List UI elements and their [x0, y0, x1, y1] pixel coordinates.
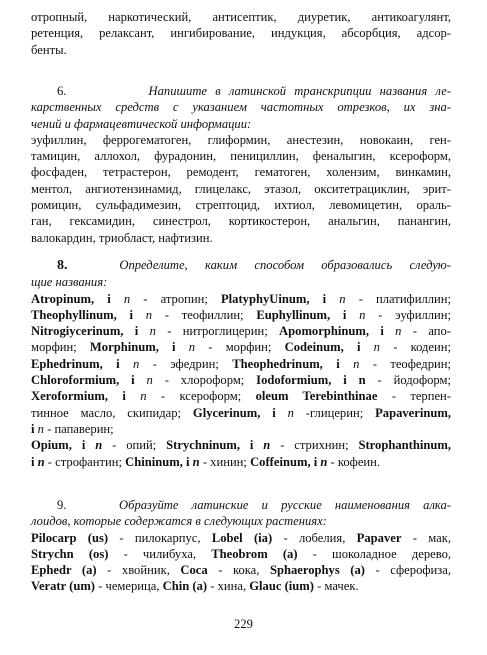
- text-run: - морфин;: [195, 340, 285, 355]
- text-run: - кодеин;: [379, 340, 451, 355]
- latin-term: Xeroformium, i: [31, 389, 126, 404]
- latin-term: n: [317, 454, 328, 469]
- task-6: [31, 83, 451, 246]
- text-run: - хина,: [207, 579, 250, 594]
- task-6-heading-line: [31, 116, 451, 132]
- latin-term: Morphinum, i: [89, 340, 176, 355]
- text-run: - атропин;: [130, 291, 221, 306]
- text-run: - ксероформ;: [146, 389, 256, 404]
- intro-line: бенты.: [31, 42, 67, 57]
- text-run: - кока,: [207, 563, 270, 578]
- task-8-heading-line: [31, 257, 451, 274]
- latin-term: Glauc (ium): [249, 579, 314, 594]
- text-run: n: [346, 307, 366, 322]
- text-run: - пилокарпус,: [108, 530, 212, 545]
- text-run: - терпен-: [377, 389, 451, 404]
- latin-term: Theobrom (a): [211, 546, 298, 561]
- task-8-line: [31, 388, 451, 404]
- text-run: - эуфиллин;: [365, 307, 451, 322]
- task-8-number: 8.: [57, 258, 68, 273]
- latin-term: Theophyllinum, i: [31, 307, 133, 322]
- latin-term: oleum Terebinthinae: [255, 389, 378, 404]
- task-8-line: [31, 421, 451, 437]
- latin-term: i: [31, 421, 35, 436]
- text-run: - опий;: [102, 438, 167, 453]
- latin-term: Ephedr (a): [31, 563, 97, 578]
- text-run: n: [175, 340, 196, 355]
- latin-term: Chloroformium, i: [31, 373, 135, 388]
- latin-term: Strychn (os): [31, 546, 109, 561]
- latin-term: Chin (a): [162, 579, 208, 594]
- task-8-line: [31, 454, 451, 470]
- task-8-line: [31, 323, 451, 339]
- task-8-name-list: [31, 291, 451, 470]
- latin-term: Opium, i: [31, 438, 86, 453]
- task-8-line: [31, 291, 451, 307]
- task-8-line: [31, 437, 451, 453]
- text-run: n: [110, 291, 131, 306]
- task-8-line: [31, 339, 451, 355]
- task-6-body-line: ментол, ангиотензинамид, глицелакс, этазол, окситетрациклин, эрит-: [31, 181, 451, 196]
- text-run: - папаверин;: [43, 421, 114, 436]
- text-run: n: [275, 405, 294, 420]
- task-6-heading-text: чений и фармацевтической информации:: [31, 116, 252, 131]
- task-6-body-line: валокардин, триобласт, нафтизин.: [31, 230, 213, 245]
- task-8-heading-line: [31, 274, 451, 290]
- text-run: n: [339, 356, 360, 371]
- latin-term: Nitrogiycerinum, i: [31, 324, 139, 339]
- task-9-heading-line: [31, 513, 451, 529]
- latin-term: Coca: [180, 563, 208, 578]
- intro-paragraph: [31, 9, 451, 58]
- task-8: [31, 257, 451, 470]
- text-run: - апо-: [401, 324, 451, 339]
- text-run: - хлороформ;: [152, 373, 257, 388]
- text-run: - нитроглицерин;: [155, 324, 280, 339]
- task-8-heading-text: Определите, каким способом образовались следую-: [119, 258, 451, 272]
- latin-term: Strophanthinum,: [358, 438, 451, 453]
- text-run: - кофеин.: [327, 454, 381, 469]
- intro-line: ретенция, релаксант, ингибирование, индукция, абсорбция, адсор-: [31, 26, 451, 41]
- text-run: - чилибуха,: [108, 546, 212, 561]
- text-run: n: [326, 291, 346, 306]
- text-run: тинное масло, скипидар;: [31, 405, 193, 420]
- latin-term: Apomorphinum, i: [279, 324, 384, 339]
- task-9-plant-list: [31, 530, 451, 595]
- text-run: n: [134, 373, 153, 388]
- task-6-body-line: ган, гексамидин, синестрол, кортикостерон, анальгин, панангин,: [31, 214, 451, 229]
- task-8-heading-text: щие названия:: [31, 275, 108, 290]
- task-8-line: [31, 372, 451, 388]
- latin-term: n: [189, 454, 200, 469]
- task-9-heading-text: Образуйте латинские и русские наименования алка-: [119, 498, 452, 512]
- task-9-heading-text: лоидов, которые содержатся в следующих растениях:: [31, 514, 327, 529]
- latin-term: Veratr (um): [31, 579, 96, 594]
- latin-term: Theophedrinum, i: [232, 356, 340, 371]
- latin-term: Glycerinum, i: [192, 405, 276, 420]
- text-run: - йодоформ;: [365, 373, 451, 388]
- task-6-heading-line: [31, 99, 451, 115]
- latin-term: n: [34, 454, 45, 469]
- latin-term: Euphyllinum, i: [256, 307, 347, 322]
- text-run: n: [383, 324, 402, 339]
- text-run: - строфантин;: [44, 454, 126, 469]
- latin-term: n: [253, 438, 271, 453]
- latin-term: Pilocarp (us): [31, 530, 109, 545]
- latin-term: Atropinum, i: [31, 291, 111, 306]
- text-run: n: [34, 421, 44, 436]
- task-6-number: 6.: [57, 84, 67, 98]
- text-run: - хвойник,: [96, 563, 181, 578]
- text-run: - сферофиза,: [364, 563, 451, 578]
- latin-term: PlatyphyUinum, i: [220, 291, 327, 306]
- task-8-line: [31, 307, 451, 323]
- text-run: - чемерица,: [95, 579, 163, 594]
- latin-term: Lobel (ia): [211, 530, 273, 545]
- text-run: n: [138, 324, 156, 339]
- task-9-line: [31, 562, 451, 578]
- text-run: n: [132, 307, 153, 322]
- task-6-body-line: эуфиллин, феррогематоген, глиформин, анестезин, новокаин, ген-: [31, 132, 451, 147]
- text-run: n: [119, 356, 140, 371]
- task-9: [31, 497, 451, 595]
- text-run: - эфедрин;: [139, 356, 233, 371]
- latin-term: Coffeinum, i: [250, 454, 318, 469]
- task-6-heading-text: карственных средств с указанием частотных отрезков, их зна-: [31, 100, 451, 115]
- task-9-line: [31, 530, 451, 546]
- latin-term: n: [85, 438, 103, 453]
- latin-term: Ephedrinum, i: [31, 356, 120, 371]
- text-run: - лобелия,: [272, 530, 357, 545]
- task-9-line: [31, 546, 451, 562]
- text-run: - мачек.: [313, 579, 359, 594]
- latin-term: Papaverinum,: [375, 405, 451, 420]
- text-run: - платифиллин;: [345, 291, 452, 306]
- task-6-heading-line: [31, 83, 451, 99]
- text-run: - теофиллин;: [152, 307, 257, 322]
- task-9-line: [31, 578, 451, 594]
- text-run: n: [360, 340, 380, 355]
- text-run: - стрихнин;: [270, 438, 359, 453]
- latin-term: i: [31, 454, 35, 469]
- task-6-heading-text: Напишите в латинской транскрипции названия ле-: [148, 84, 452, 98]
- task-9-number: 9.: [57, 498, 67, 512]
- latin-term: Chininum, i: [125, 454, 190, 469]
- page-number: 229: [234, 617, 253, 631]
- task-8-line: [31, 405, 451, 421]
- text-run: морфин;: [31, 340, 90, 355]
- text-run: - теофедрин;: [359, 356, 451, 371]
- task-6-body-line: тамицин, аллохол, фурадонин, пенициллин, феналыгин, ксероформ,: [31, 149, 451, 164]
- latin-term: Papaver: [356, 530, 402, 545]
- text-run: n: [125, 389, 147, 404]
- task-6-body-line: ромицин, сульфадимезин, стрептоцид, ихтиол, левомицетин, ораль-: [31, 198, 451, 213]
- latin-term: Codeinum, i: [284, 340, 361, 355]
- task-6-body-line: фосфаден, тетрастерон, ремодент, гематоген, холензим, винкамин,: [31, 165, 451, 180]
- latin-term: Sphaerophys (a): [269, 563, 365, 578]
- text-run: - шоколадное дерево,: [297, 546, 452, 561]
- task-9-heading-line: [31, 497, 451, 513]
- text-run: -глицерин;: [293, 405, 376, 420]
- latin-term: Iodoformium, i n: [256, 373, 366, 388]
- intro-line: отропный, наркотический, антисептик, диуретик, антикоагулянт,: [31, 10, 451, 24]
- task-8-line: [31, 356, 451, 372]
- latin-term: Strychninum, i: [166, 438, 254, 453]
- text-run: - хинин;: [199, 454, 251, 469]
- text-run: - мак,: [401, 530, 451, 545]
